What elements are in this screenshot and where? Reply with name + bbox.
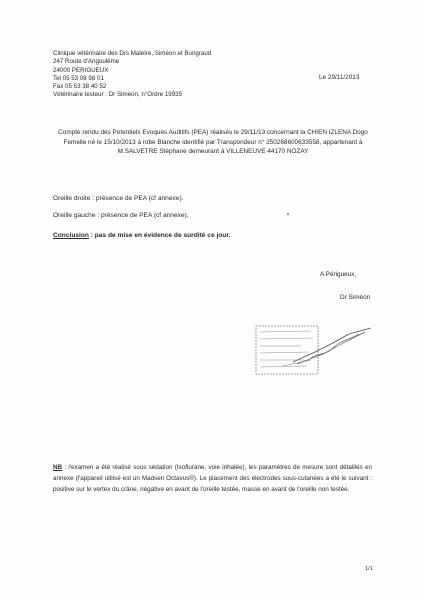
left-ear-value: présence de PEA (cf annexe).	[101, 212, 189, 219]
right-ear-label: Oreille droite :	[53, 195, 95, 202]
clinic-stamp-with-signature	[253, 322, 378, 382]
signature-place: A Périgueux,	[320, 271, 357, 278]
conclusion-text: : pas de mise en évidence de surdité ce jour.	[88, 232, 231, 239]
clinic-street: 247 Route d'Angoulême	[53, 58, 120, 66]
exam-note	[53, 462, 372, 496]
clinic-city: 24000 PERIGUEUX	[53, 66, 109, 74]
clinic-fax: Fax 05 53 38 40 52	[53, 83, 107, 91]
tester-name: Vétérinaire testeur : Dr Siméon, n°Ordre 19935	[53, 91, 183, 99]
right-ear-result	[53, 195, 184, 202]
conclusion	[53, 232, 230, 239]
left-ear-result	[53, 212, 189, 219]
right-ear-value: présence de PEA (cf annexe).	[95, 195, 184, 202]
stamp-signature-image	[253, 322, 378, 382]
clinic-phone: Tel 05 53 08 98 01	[53, 74, 104, 82]
note-text: : l'examen a été réalisé sous sédation (Isoflurane, voie inhalée), les paramètres de mesure sont détaillés en annexe (l'appareil utilisé est un Madsen Octavus®). Le placement des électrodes sous-cutanées a été le suivant : positive sur le vertex du crâne, négative en avant de l'oreille testée, masse en avant de l'oreille non testée.	[53, 464, 372, 494]
clinic-name: Clinique vétérinaire des Drs Maleïre, Siméon et Bongraud	[53, 50, 212, 57]
conclusion-label: Conclusion	[53, 232, 89, 239]
report-date: Le 29/11/2013	[319, 74, 360, 81]
signature-name: Dr Siméon	[340, 294, 371, 301]
page-number: 1/1	[365, 566, 373, 572]
scan-speck	[287, 213, 289, 215]
report-intro: Compte rendu des Potentiels Evoqués Auditifs (PEA) réalisés le 29/11/13 concernant la CHIEN IZLENA Dogo Femelle né le 15/10/2013 à robe Blanche identifié par Transpondeur n° 250268600633558, appartenant à M.SALVETRE Stéphane demeurant à VILLENEUVE 44170 NOZAY	[58, 129, 368, 156]
note-label: NB	[53, 464, 63, 471]
left-ear-label: Oreille gauche :	[53, 212, 100, 219]
